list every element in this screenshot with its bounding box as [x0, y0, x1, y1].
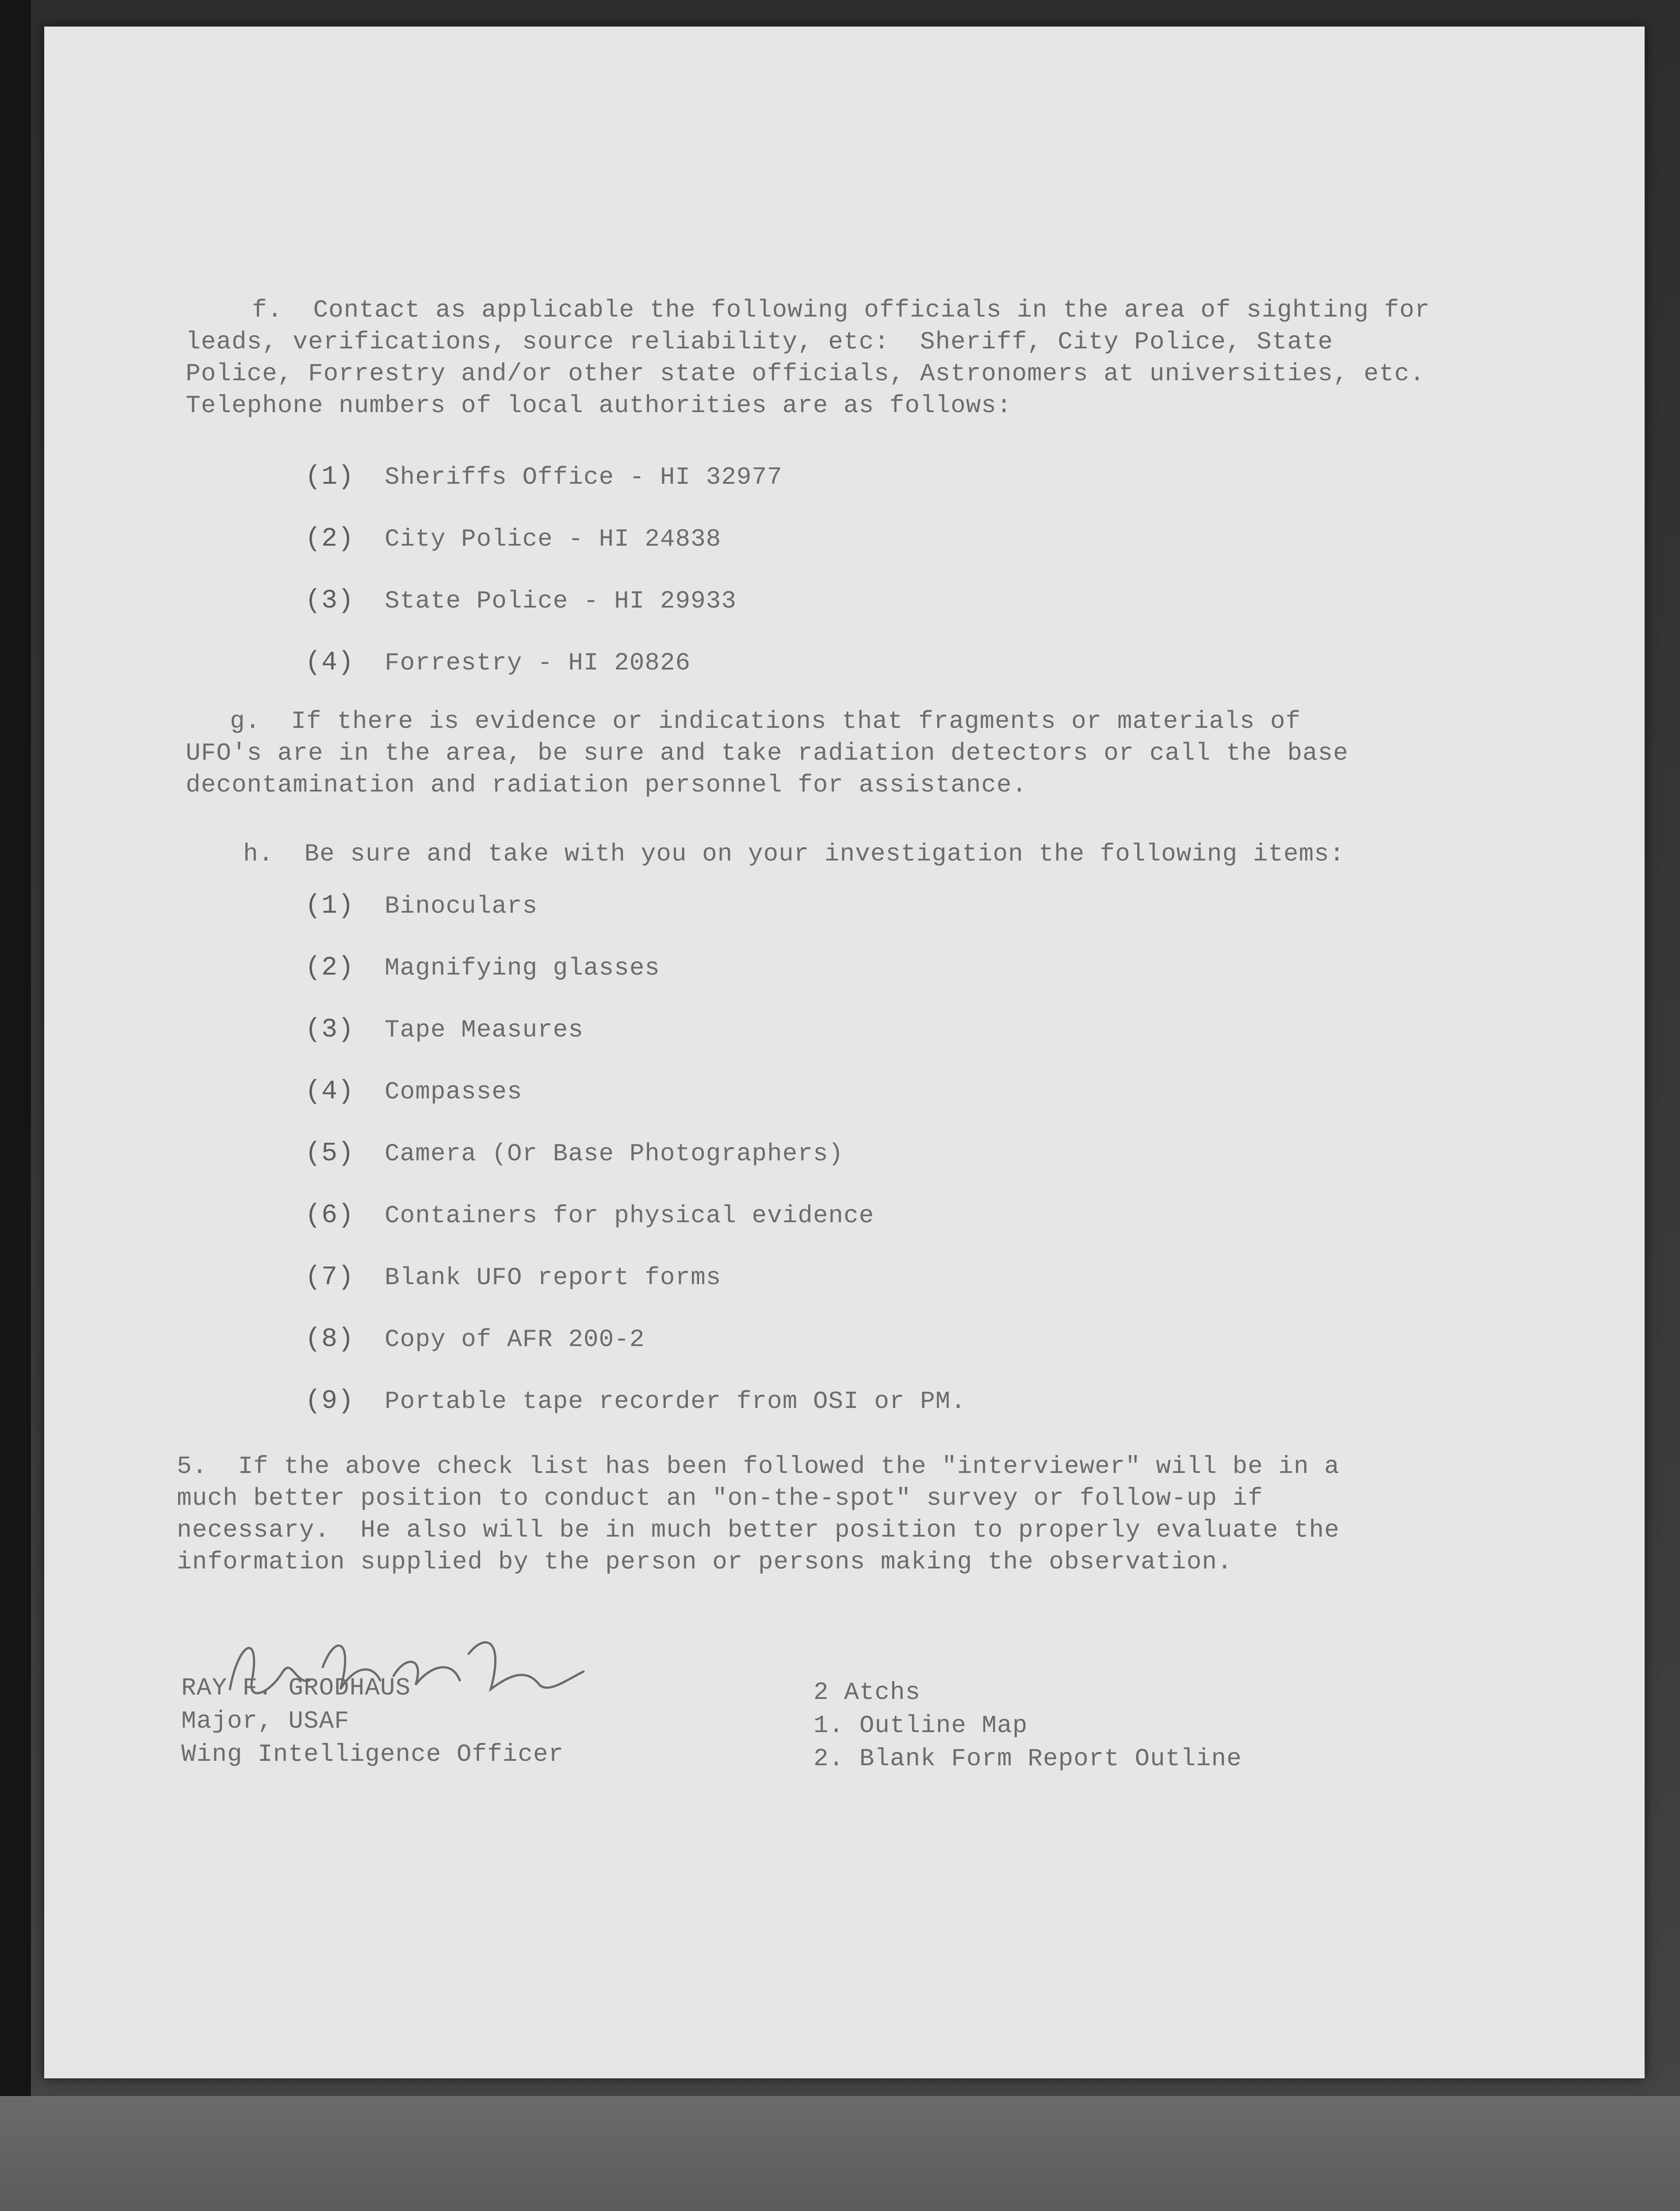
- checklist-item: (3) Tape Measures: [305, 1015, 584, 1045]
- section-5-line-3: necessary. He also will be in much better position to properly evaluate the: [177, 1516, 1340, 1544]
- signer-name: RAY F. GRODHAUS: [181, 1674, 411, 1702]
- phone-list-item: (2) City Police - HI 24838: [305, 524, 722, 554]
- phone-list-item: (1) Sheriffs Office - HI 32977: [305, 462, 783, 492]
- section-f-line-2: leads, verifications, source reliability, etc: Sheriff, City Police, State: [186, 328, 1333, 356]
- checklist-item: (4) Compasses: [305, 1077, 523, 1107]
- phone-list-item: (4) Forrestry - HI 20826: [305, 648, 691, 678]
- attachments-header: 2 Atchs: [813, 1678, 921, 1706]
- checklist-item: (2) Magnifying glasses: [305, 953, 660, 983]
- signer-rank: Major, USAF: [181, 1707, 350, 1735]
- section-f-line-1: f. Contact as applicable the following officials in the area of sighting for: [252, 296, 1430, 324]
- phone-list-item: (3) State Police - HI 29933: [305, 586, 737, 616]
- film-edge: [0, 0, 31, 2211]
- section-5-line-4: information supplied by the person or persons making the observation.: [177, 1548, 1233, 1576]
- checklist-item: (5) Camera (Or Base Photographers): [305, 1139, 844, 1169]
- section-h-intro: h. Be sure and take with you on your investigation the following items:: [243, 840, 1345, 868]
- checklist-item: (9) Portable tape recorder from OSI or PM.: [305, 1386, 966, 1416]
- section-f-line-3: Police, Forrestry and/or other state officials, Astronomers at universities, etc.: [186, 360, 1425, 388]
- handwritten-signature: [221, 1614, 601, 1720]
- attachment-item: 1. Outline Map: [813, 1711, 1028, 1740]
- document-page: [44, 27, 1645, 2078]
- section-f-line-4: Telephone numbers of local authorities are as follows:: [186, 391, 1012, 420]
- signer-title: Wing Intelligence Officer: [181, 1740, 564, 1768]
- section-g-line-3: decontamination and radiation personnel for assistance.: [186, 771, 1027, 799]
- checklist-item: (8) Copy of AFR 200-2: [305, 1324, 645, 1354]
- attachment-item: 2. Blank Form Report Outline: [813, 1744, 1242, 1773]
- underlying-sheet: [0, 2096, 1680, 2211]
- checklist-item: (1) Binoculars: [305, 891, 538, 921]
- section-g-line-2: UFO's are in the area, be sure and take radiation detectors or call the base: [186, 739, 1349, 767]
- section-g-line-1: g. If there is evidence or indications that fragments or materials of: [230, 707, 1301, 735]
- section-5-line-1: 5. If the above check list has been followed the "interviewer" will be in a: [177, 1452, 1340, 1480]
- checklist-item: (6) Containers for physical evidence: [305, 1201, 874, 1231]
- section-5-line-2: much better position to conduct an "on-the-spot" survey or follow-up if: [177, 1484, 1263, 1512]
- checklist-item: (7) Blank UFO report forms: [305, 1262, 722, 1293]
